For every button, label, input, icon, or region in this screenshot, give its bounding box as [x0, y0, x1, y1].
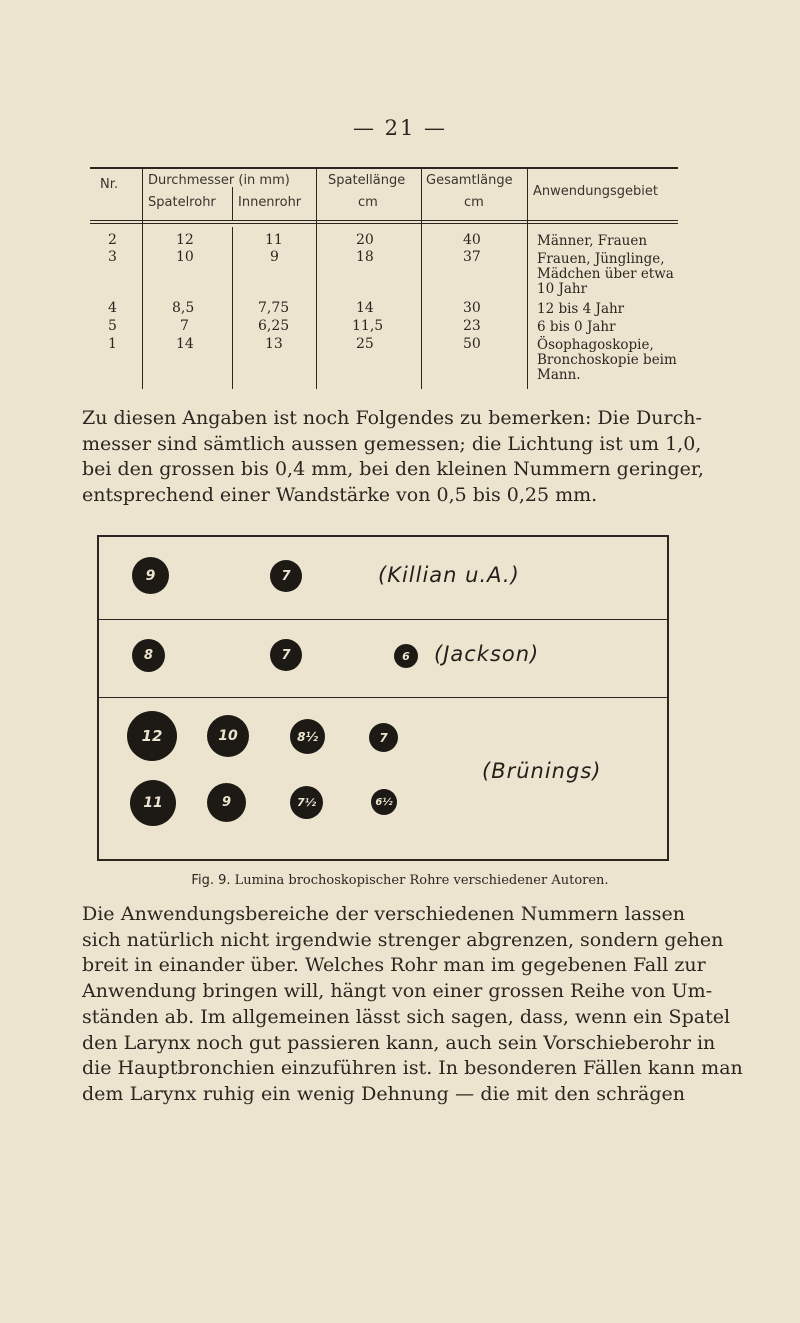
- lumen-jackson-6: 6: [394, 644, 418, 668]
- table-cell-usage: Bronchoskopie beim: [537, 352, 677, 368]
- lumen-killian-9: 9: [132, 557, 169, 594]
- table-cell-nr: 1: [108, 336, 117, 352]
- lumen-bruenings-9: 9: [207, 783, 246, 822]
- paragraph-application: [82, 902, 743, 1108]
- table-cell-usage: Mann.: [537, 367, 581, 383]
- label-killian: (Killian u.A.): [378, 563, 520, 587]
- table-cell-usage: Mädchen über etwa: [537, 266, 674, 282]
- header-gesamtlaenge: Gesamtlänge: [426, 173, 513, 188]
- table-cell-usage: Frauen, Jünglinge,: [537, 251, 665, 267]
- header-gesamtlaenge-unit: cm: [464, 195, 484, 210]
- caption-text: Lumina brochoskopischer Rohre verschiedener Autoren.: [234, 873, 609, 888]
- text-line: Anwendung bringen will, hängt von einer grossen Reihe von Um-: [82, 980, 713, 1003]
- table-cell-innenrohr: 11: [265, 232, 283, 248]
- table-cell-spatellaenge: 25: [356, 336, 374, 352]
- lumen-bruenings-7-5: 7½: [290, 786, 323, 819]
- lumen-bruenings-11: 11: [130, 780, 176, 826]
- lumen-bruenings-7: 7: [369, 723, 398, 752]
- table-cell-usage: Ösophagoskopie,: [537, 337, 654, 353]
- table-column-divider: [142, 169, 143, 389]
- text-line: Zu diesen Angaben ist noch Folgendes zu bemerken: Die Durch-: [82, 407, 702, 429]
- lumen-bruenings-6-5: 6½: [371, 789, 397, 815]
- table-cell-usage: 10 Jahr: [537, 281, 588, 297]
- figure-row-divider: [99, 619, 667, 620]
- text-line: sich natürlich nicht irgendwie strenger abgrenzen, sondern gehen: [82, 928, 724, 951]
- table-cell-gesamtlaenge: 40: [463, 232, 481, 248]
- text-line: breit in einander über. Welches Rohr man im gegebenen Fall zur: [82, 954, 706, 977]
- paragraph-notes: [82, 406, 704, 509]
- table-cell-gesamtlaenge: 37: [463, 249, 481, 265]
- page-number: — 21 —: [352, 116, 448, 140]
- figure-caption: [0, 873, 800, 888]
- header-spatelrohr: Spatelrohr: [148, 195, 216, 210]
- text-line: entsprechend einer Wandstärke von 0,5 bis 0,25 mm.: [82, 484, 598, 507]
- header-anwendungsgebiet: Anwendungsgebiet: [533, 184, 658, 199]
- table-cell-spatelrohr: 14: [176, 336, 194, 352]
- table-cell-usage: 6 bis 0 Jahr: [537, 319, 616, 335]
- table-subcolumn-divider: [232, 227, 233, 389]
- table-cell-spatelrohr: 7: [180, 318, 189, 334]
- table-cell-innenrohr: 7,75: [258, 300, 290, 316]
- table-cell-spatelrohr: 12: [176, 232, 194, 248]
- table-cell-innenrohr: 9: [270, 249, 279, 265]
- table-header-rule-double: [90, 223, 678, 224]
- text-line: bei den grossen bis 0,4 mm, bei den kleinen Nummern geringer,: [82, 458, 704, 481]
- lumen-jackson-7: 7: [270, 639, 302, 671]
- lumen-bruenings-8-5: 8½: [290, 719, 325, 754]
- lumen-jackson-8: 8: [132, 639, 165, 672]
- table-cell-spatellaenge: 20: [356, 232, 374, 248]
- table-cell-innenrohr: 6,25: [258, 318, 290, 334]
- header-durchmesser: Durchmesser (in mm): [148, 173, 290, 188]
- text-line: dem Larynx ruhig ein wenig Dehnung — die mit den schrägen: [82, 1082, 685, 1105]
- text-line: die Hauptbronchien einzuführen ist. In besonderen Fällen kann man: [82, 1057, 743, 1080]
- table-cell-spatelrohr: 8,5: [172, 300, 195, 316]
- text-line: den Larynx noch gut passieren kann, auch sein Vorschieberohr in: [82, 1031, 716, 1054]
- table-cell-nr: 2: [108, 232, 117, 248]
- table-column-divider: [527, 169, 528, 389]
- table-header-rule: [90, 220, 678, 221]
- table-cell-nr: 3: [108, 249, 117, 265]
- table-cell-spatellaenge: 11,5: [352, 318, 384, 334]
- table-cell-usage: 12 bis 4 Jahr: [537, 301, 625, 317]
- label-bruenings: (Brünings): [482, 759, 602, 783]
- table-cell-usage: Männer, Frauen: [537, 233, 648, 249]
- table-cell-spatelrohr: 10: [176, 249, 194, 265]
- figure-lumina: [97, 535, 669, 861]
- table-cell-spatellaenge: 14: [356, 300, 374, 316]
- caption-label: Fig. 9.: [191, 873, 231, 888]
- table-cell-gesamtlaenge: 30: [463, 300, 481, 316]
- lumen-bruenings-12: 12: [127, 711, 177, 761]
- tube-specification-table: [90, 167, 678, 389]
- lumen-killian-7: 7: [270, 560, 302, 592]
- table-cell-gesamtlaenge: 23: [463, 318, 481, 334]
- table-cell-gesamtlaenge: 50: [463, 336, 481, 352]
- table-column-divider: [421, 169, 422, 389]
- header-spatellaenge: Spatellänge: [328, 173, 406, 188]
- table-column-divider: [316, 169, 317, 389]
- table-subcolumn-divider: [232, 187, 233, 220]
- table-cell-innenrohr: 13: [265, 336, 283, 352]
- table-cell-spatellaenge: 18: [356, 249, 374, 265]
- header-spatellaenge-unit: cm: [358, 195, 378, 210]
- text-line: Die Anwendungsbereiche der verschiedenen Nummern lassen: [82, 903, 685, 925]
- figure-row-divider: [99, 697, 667, 698]
- table-cell-nr: 4: [108, 300, 117, 316]
- text-line: messer sind sämtlich aussen gemessen; die Lichtung ist um 1,0,: [82, 432, 702, 455]
- text-line: ständen ab. Im allgemeinen lässt sich sagen, dass, wenn ein Spatel: [82, 1005, 731, 1028]
- header-innenrohr: Innenrohr: [238, 195, 302, 210]
- label-jackson: (Jackson): [434, 642, 540, 666]
- header-nr: Nr.: [100, 177, 119, 192]
- lumen-bruenings-10: 10: [207, 715, 249, 757]
- table-cell-nr: 5: [108, 318, 117, 334]
